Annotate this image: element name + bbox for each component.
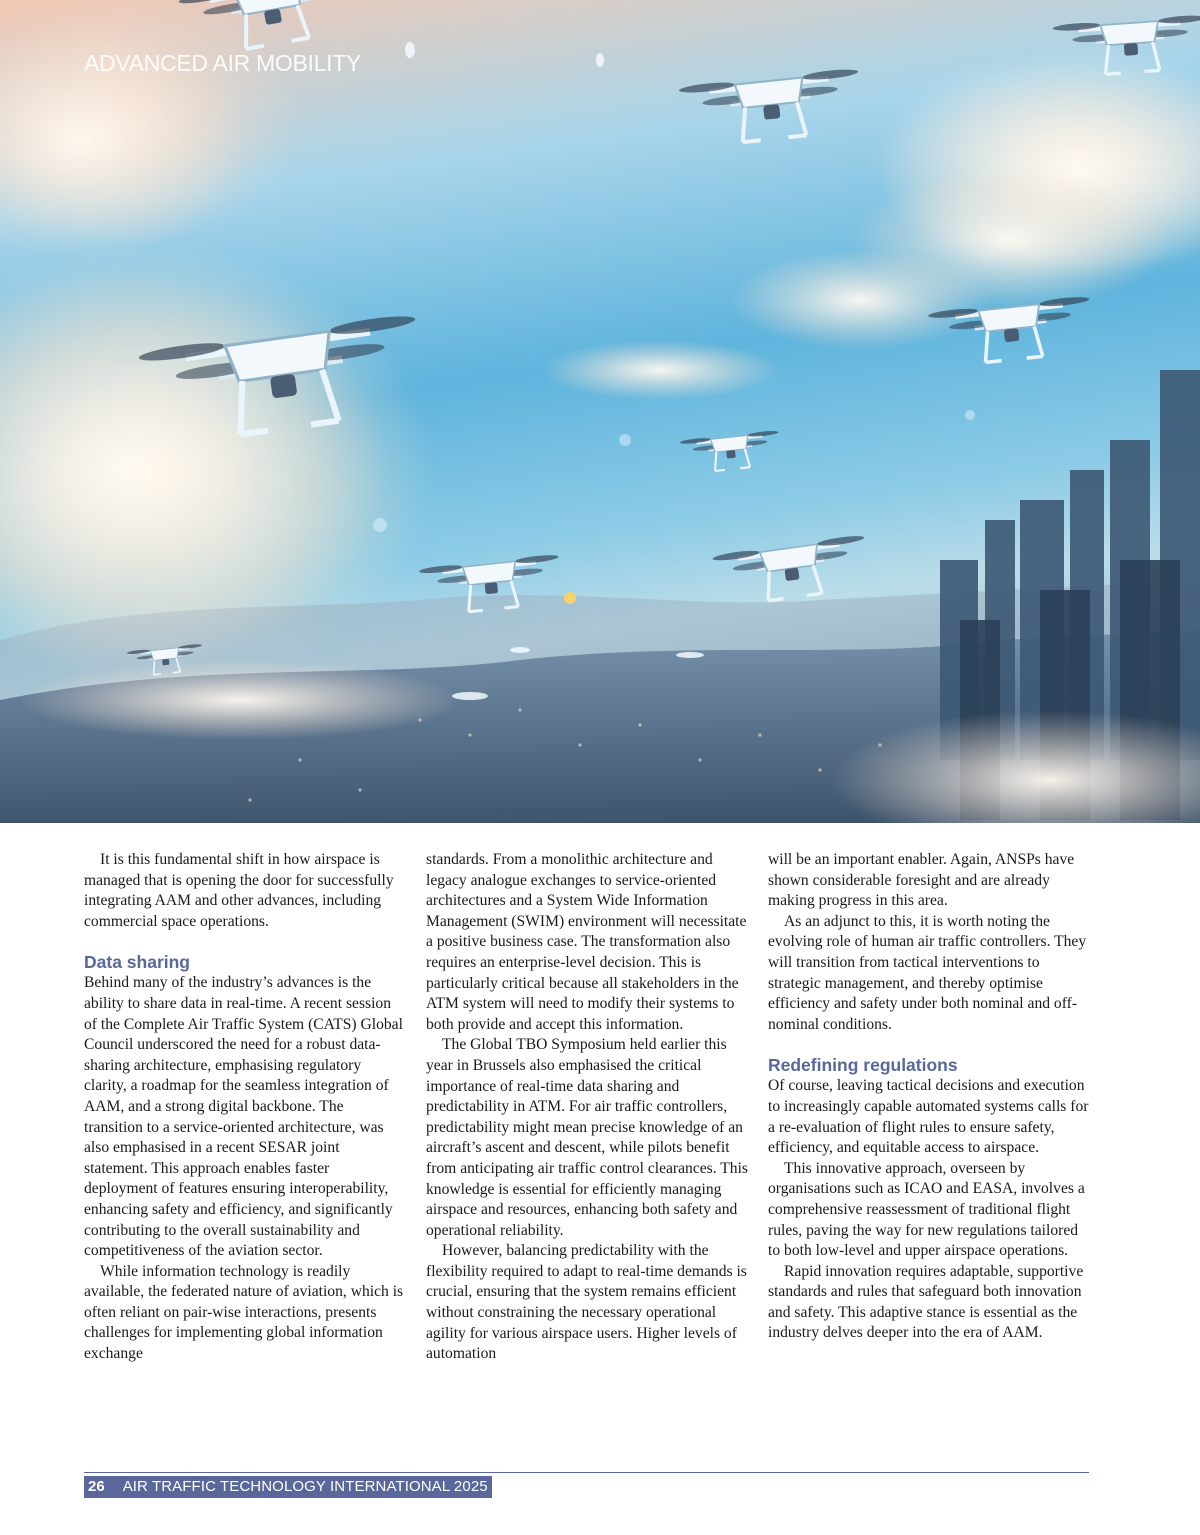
page-footer bbox=[84, 1476, 492, 1498]
paragraph: standards. From a monolithic architecture and legacy analogue exchanges to service-oriented architectures and a System Wide Information Management (SWIM) environment will necessitate a positive business case. The transformation also requires an enterprise-level decision. This is particularly critical because all stakeholders in the ATM system will need to modify their systems to both provide and accept this information. bbox=[426, 851, 747, 1033]
paragraph: Rapid innovation requires adaptable, supportive standards and rules that safeguard both innovation and safety. This adaptive stance is essential as the industry delves deeper into the era of AAM. bbox=[768, 1262, 1084, 1342]
article-body bbox=[84, 850, 1090, 1440]
column-1 bbox=[84, 850, 406, 1365]
paragraph: While information technology is readily available, the federated nature of aviation, which is often reliant on pair-wise interactions, presents challenges for implementing global information exchange bbox=[84, 1262, 404, 1363]
subheading-redefining-regulations: Redefining regulations bbox=[768, 1055, 958, 1076]
column-3 bbox=[768, 850, 1090, 1344]
section-label: ADVANCED AIR MOBILITY bbox=[84, 50, 362, 76]
paragraph: Behind many of the industry’s advances is the ability to share data in real-time. A recent session of the Complete Air Traffic System (CATS) Global Council underscored the need for a robust data-sharing architecture, emphasising regulatory clarity, a roadmap for the seamless integration of AAM, and a strong digital backbone. The transition to a service-oriented architecture, was also emphasised in a recent SESAR joint statement. This approach enables faster deployment of features ensuring interoperability, enhancing safety and efficiency, and significantly contributing to the overall sustainability and competitiveness of the aviation sector. bbox=[84, 974, 403, 1260]
paragraph: will be an important enabler. Again, ANSPs have shown considerable foresight and are already making progress in this area. bbox=[768, 851, 1075, 910]
column-2 bbox=[426, 850, 748, 1365]
paragraph: The Global TBO Symposium held earlier this year in Brussels also emphasised the critical importance of real-time data sharing and predictability in ATM. For air traffic controllers, predictability might mean precise knowledge of an aircraft’s ascent and descent, while pilots benefit from anticipating air traffic control clearances. This knowledge is essential for efficiently managing airspace and resources, enhancing both safety and operational reliability. bbox=[426, 1036, 748, 1239]
paragraph: As an adjunct to this, it is worth noting the evolving role of human air traffic controllers. They will transition from tactical interventions to strategic management, and thereby optimise efficiency and safety under both nominal and off-nominal conditions. bbox=[768, 912, 1087, 1033]
paragraph: It is this fundamental shift in how airspace is managed that is opening the door for successfully integrating AAM and other advances, including commercial space operations. bbox=[84, 851, 394, 930]
paragraph: Of course, leaving tactical decisions and execution to increasingly capable automated systems calls for a re-evaluation of flight rules to ensure safety, efficiency, and equitable access to airspace. bbox=[768, 1077, 1089, 1157]
footer-rule bbox=[84, 1472, 1089, 1473]
paragraph: This innovative approach, overseen by organisations such as ICAO and EASA, involves a comprehensive reassessment of traditional flight rules, paving the way for new regulations tailored to both low-level and upper airspace operations. bbox=[768, 1159, 1085, 1260]
publication-title: AIR TRAFFIC TECHNOLOGY INTERNATIONAL 2025 bbox=[122, 1478, 488, 1495]
paragraph: However, balancing predictability with the flexibility required to adapt to real-time demands is crucial, ensuring that the system remains efficient without constraining the necessary operational agility for various airspace users. Higher levels of automation bbox=[426, 1242, 747, 1363]
subheading-data-sharing: Data sharing bbox=[84, 952, 190, 973]
page-number: 26 bbox=[88, 1478, 105, 1495]
